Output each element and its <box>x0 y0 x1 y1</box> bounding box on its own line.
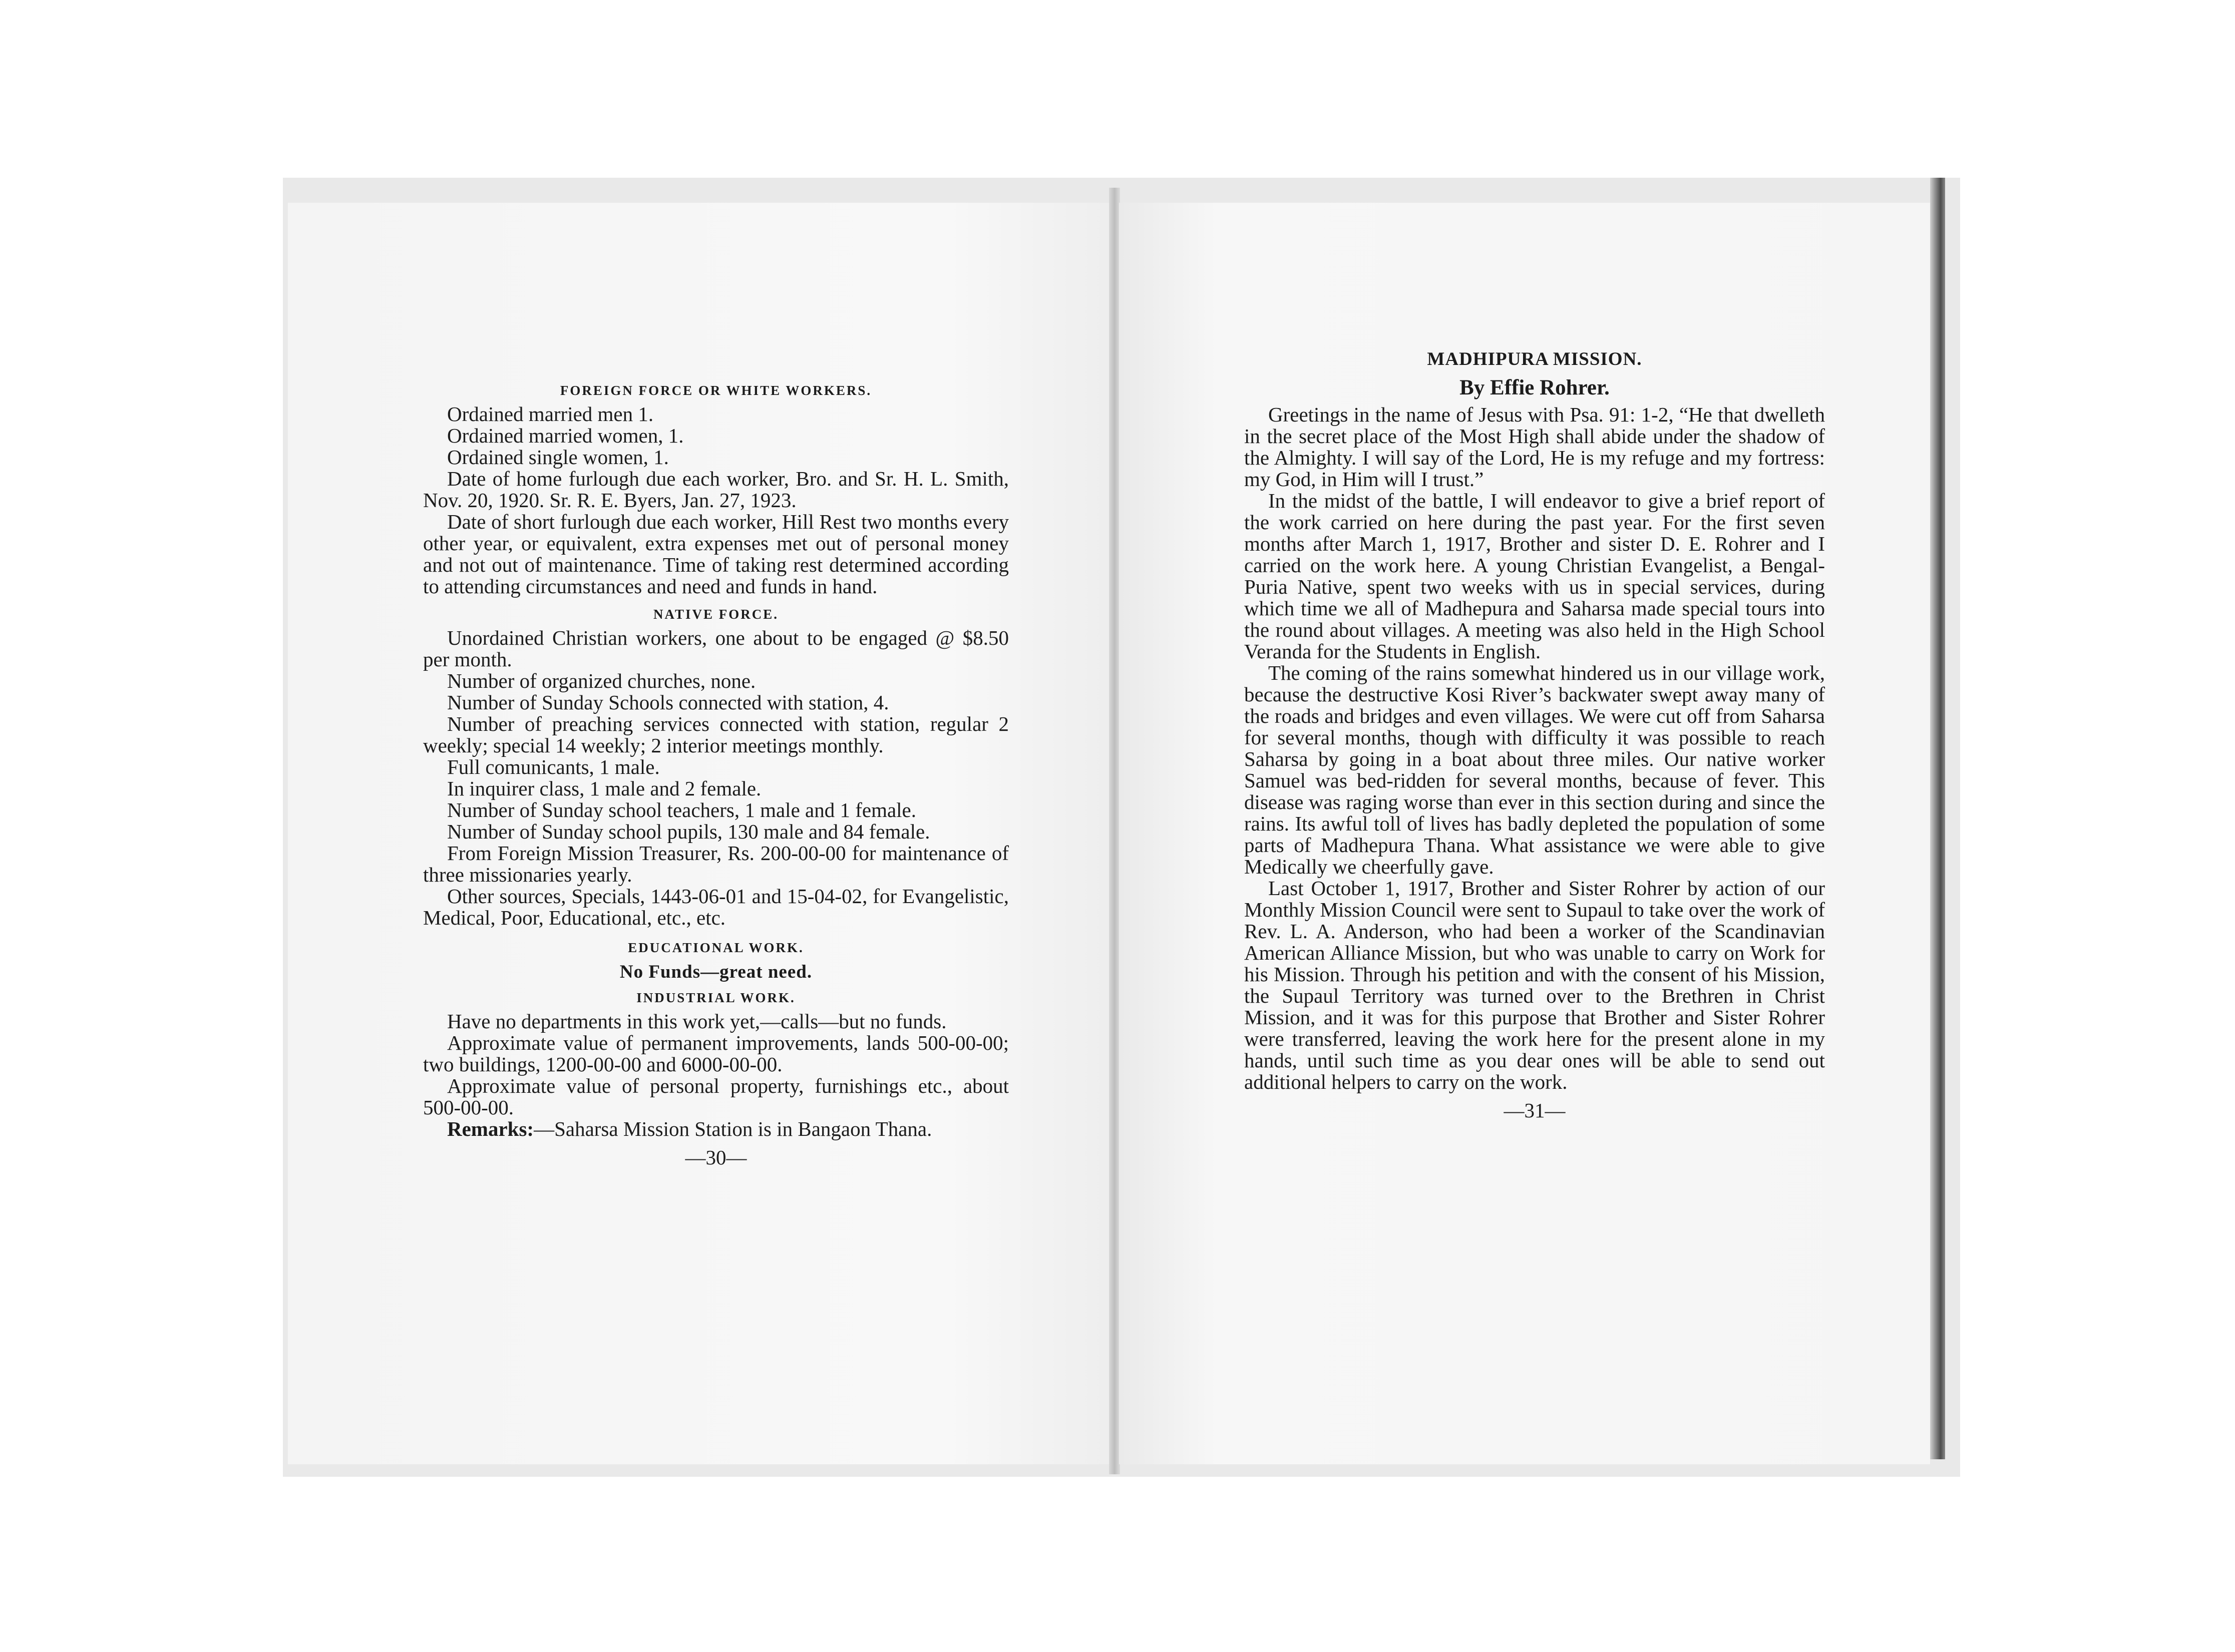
right-page <box>1119 203 1930 1464</box>
foreign-force-item: Date of home furlough due each worker, Bro. and Sr. H. L. Smith, Nov. 20, 1920. Sr. R. E. Byers, Jan. 27, 1923. <box>423 467 1009 512</box>
native-force-item: Other sources, Specials, 1443-06-01 and 15-04-02, for Evangelistic, Medical, Poor, Educational, etc., etc. <box>423 885 1009 929</box>
left-page <box>288 203 1109 1464</box>
remarks-paragraph <box>423 1118 1009 1140</box>
native-force-item: From Foreign Mission Treasurer, Rs. 200-00-00 for maintenance of three missionaries yearly. <box>423 842 1009 886</box>
native-force-item: In inquirer class, 1 male and 2 female. <box>447 777 762 800</box>
educational-work-note: No Funds—great need. <box>619 962 813 982</box>
native-force-item: Unordained Christian workers, one about to be engaged @ $8.50 per month. <box>423 626 1009 671</box>
article-title: MADHIPURA MISSION. <box>1427 349 1642 369</box>
native-force-item: Number of preaching services connected with station, regular 2 weekly; special 14 weekly; 2 interior meetings monthly. <box>423 712 1009 757</box>
industrial-work-heading: INDUSTRIAL WORK. <box>636 990 796 1005</box>
book-gutter <box>1109 188 1120 1474</box>
page-edge-shadow <box>1930 178 1945 1459</box>
foreign-force-item: Ordained married men 1. <box>447 402 654 426</box>
industrial-work-item: Approximate value of permanent improvements, lands 500-00-00; two buildings, 1200-00-00 and 6000-00-00. <box>423 1031 1009 1076</box>
remarks-text: —Saharsa Mission Station is in Bangaon Thana. <box>534 1117 932 1140</box>
native-force-item: Full comunicants, 1 male. <box>447 755 660 778</box>
foreign-force-item: Ordained married women, 1. <box>447 424 684 447</box>
foreign-force-item: Date of short furlough due each worker, Hill Rest two months every other year, or equivalent, extra expenses met out of personal money and not out of maintenance. Time of taking rest determined according to attending circumstances and need and funds in hand. <box>423 510 1009 598</box>
native-force-item: Number of Sunday Schools connected with station, 4. <box>447 691 889 714</box>
foreign-force-item: Ordained single women, 1. <box>447 446 669 469</box>
native-force-item: Number of organized churches, none. <box>447 669 756 692</box>
remarks-label: Remarks: <box>447 1117 534 1140</box>
left-page-text <box>423 380 1009 1168</box>
native-force-heading: NATIVE FORCE. <box>653 607 779 622</box>
industrial-work-item: Have no departments in this work yet,—calls—but no funds. <box>447 1010 947 1033</box>
page-number-left: —30— <box>685 1146 747 1169</box>
foreign-force-heading: FOREIGN FORCE OR WHITE WORKERS. <box>560 383 872 398</box>
article-paragraph: In the midst of the battle, I will endeavor to give a brief report of the work carried on here during the past year. For the first seven months after March 1, 1917, Brother and sister D. E. Rohrer and I carried on the work here. A young Christian Evangelist, a Bengal-Puria Native, spent two weeks with us in special services, during which time we all of Madhepura and Saharsa made special tours into the round about villages. A meeting was also held in the High School Veranda for the Students in English. <box>1244 489 1825 663</box>
article-paragraph: Last October 1, 1917, Brother and Sister Rohrer by action of our Monthly Mission Council were sent to Supaul to take over the work of Rev. L. A. Anderson, who had been a worker of the Scandinavian American Alliance Mission, but who was unable to carry on Work for his Mission. Through his petition and with the consent of his Mission, the Supaul Territory was turned over to the Brethren in Christ Mission, and it was for this purpose that Brother and Sister Rohrer were transferred, leaving the work here for the present alone in my hands, until such time as you dear ones will be able to send out additional helpers to carry on the work. <box>1244 877 1825 1093</box>
article-paragraph: Greetings in the name of Jesus with Psa. 91: 1-2, “He that dwelleth in the secret place of the Most High shall abide under the shadow of the Almighty. I will say of the Lord, He is my refuge and my fortress: my God, in Him will I trust.” <box>1244 403 1825 491</box>
industrial-work-item: Approximate value of personal property, furnishings etc., about 500-00-00. <box>423 1074 1009 1119</box>
page-number-right: —31— <box>1504 1099 1566 1122</box>
article-byline: By Effie Rohrer. <box>1459 376 1610 399</box>
native-force-item: Number of Sunday school pupils, 130 male and 84 female. <box>447 820 930 843</box>
educational-work-heading: EDUCATIONAL WORK. <box>628 940 804 955</box>
book-spread <box>283 178 1960 1477</box>
right-page-text <box>1244 348 1825 1121</box>
article-paragraph: The coming of the rains somewhat hindered us in our village work, because the destructive Kosi River’s backwater swept away many of the roads and bridges and even villages. We were cut off from Saharsa for several months, though with difficulty it was possible to reach Saharsa by going in a boat about three miles. Our native worker Samuel was bed-ridden for several months, because of fever. This disease was raging worse than ever in this section during and since the rains. Its awful toll of lives has badly depleted the population of some parts of Madhepura Thana. What assistance we were able to give Medically we cheerfully gave. <box>1244 661 1825 878</box>
native-force-item: Number of Sunday school teachers, 1 male and 1 female. <box>447 798 916 821</box>
